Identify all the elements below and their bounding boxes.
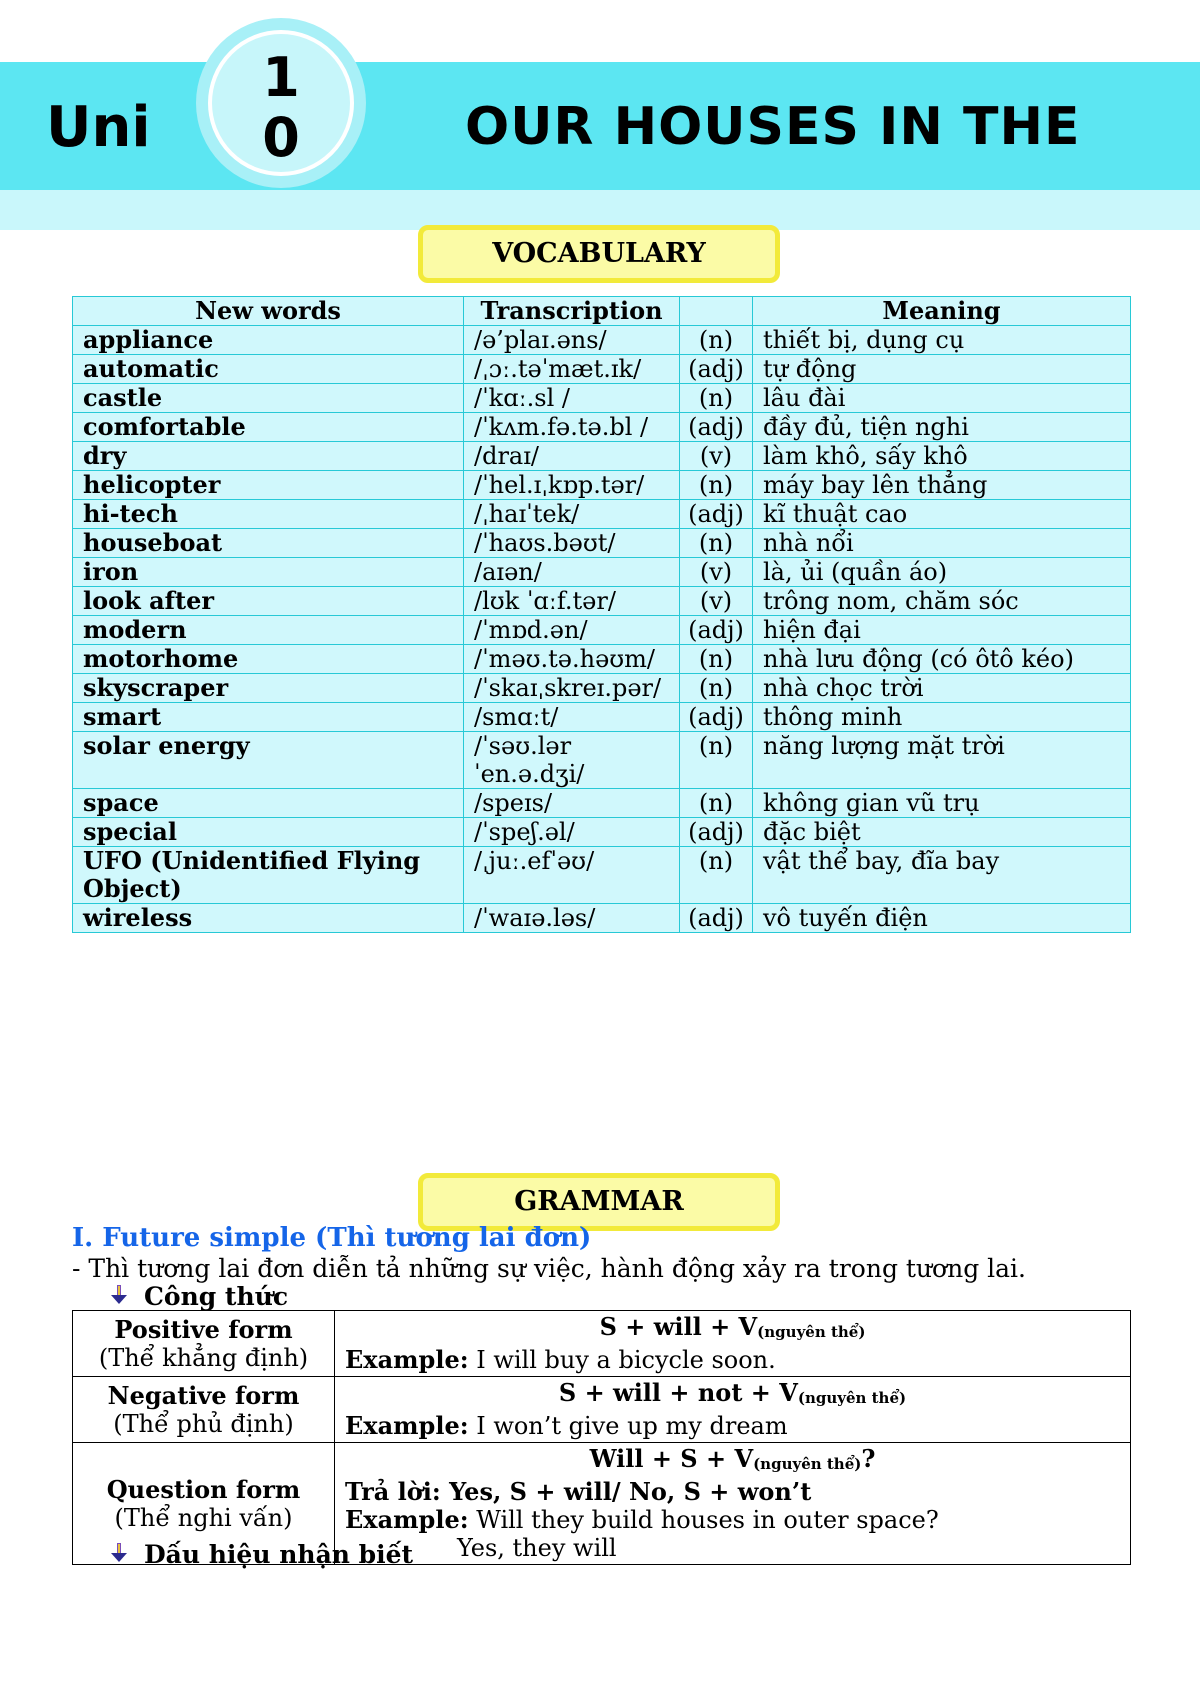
vocab-part-of-speech: (adj)	[680, 904, 753, 933]
vocab-transcription: /ˈsəʊ.lər ˈen.ə.dʒi/	[464, 732, 680, 789]
vocab-meaning: máy bay lên thẳng	[753, 471, 1131, 500]
vocab-word: appliance	[73, 326, 464, 355]
example: Example: Will they build houses in outer space?	[345, 1505, 939, 1534]
bullet-signs	[110, 1540, 413, 1569]
bullet-signs-label: Dấu hiệu nhận biết	[144, 1540, 414, 1569]
vocab-transcription: /ˌhaɪˈtek/	[464, 500, 680, 529]
vocabulary-row	[73, 789, 1131, 818]
vocabulary-row	[73, 413, 1131, 442]
vocabulary-row	[73, 558, 1131, 587]
vocab-word: helicopter	[73, 471, 464, 500]
vocabulary-tag: VOCABULARY	[418, 225, 780, 283]
vocab-part-of-speech: (n)	[680, 471, 753, 500]
vocabulary-row	[73, 847, 1131, 904]
vocab-transcription: /draɪ/	[464, 442, 680, 471]
vocab-part-of-speech: (n)	[680, 847, 753, 904]
unit-label: Uni	[46, 95, 151, 160]
vocab-part-of-speech: (v)	[680, 442, 753, 471]
vocab-word: wireless	[73, 904, 464, 933]
vocabulary-table	[72, 296, 1131, 933]
vocabulary-row	[73, 818, 1131, 847]
unit-title: OUR HOUSES IN THE	[465, 97, 1081, 157]
vocab-word: special	[73, 818, 464, 847]
vocab-part-of-speech: (v)	[680, 558, 753, 587]
vocabulary-row	[73, 703, 1131, 732]
vocab-word: UFO (Unidentified Flying Object)	[73, 847, 464, 904]
vocab-part-of-speech: (adj)	[680, 818, 753, 847]
vocab-meaning: trông nom, chăm sóc	[753, 587, 1131, 616]
vocab-meaning: vô tuyến điện	[753, 904, 1131, 933]
vocab-meaning: thiết bị, dụng cụ	[753, 326, 1131, 355]
column-header: New words	[73, 297, 464, 326]
vocab-word: motorhome	[73, 645, 464, 674]
grammar-heading: I. Future simple (Thì tương lai đơn)	[72, 1223, 592, 1253]
form-name-vi: (Thể phủ định)	[113, 1409, 294, 1438]
vocab-meaning: nhà nổi	[753, 529, 1131, 558]
grammar-forms-table	[72, 1310, 1131, 1565]
unit-number-digit-1: 1	[262, 46, 300, 109]
vocab-transcription: /ˈskaɪˌskreɪ.pər/	[464, 674, 680, 703]
bullet-formula-label: Công thức	[144, 1282, 289, 1311]
vocab-part-of-speech: (n)	[680, 326, 753, 355]
arrow-down-icon	[110, 1540, 130, 1569]
form-name-vi: (Thể nghi vấn)	[114, 1503, 293, 1532]
vocab-meaning: kĩ thuật cao	[753, 500, 1131, 529]
vocab-part-of-speech: (adj)	[680, 500, 753, 529]
vocab-meaning: nhà chọc trời	[753, 674, 1131, 703]
unit-number	[208, 48, 354, 168]
negative-form-row	[73, 1377, 1131, 1443]
example: Example: I won’t give up my dream	[345, 1411, 788, 1440]
vocab-meaning: đầy đủ, tiện nghi	[753, 413, 1131, 442]
vocab-part-of-speech: (n)	[680, 674, 753, 703]
vocab-word: look after	[73, 587, 464, 616]
vocabulary-row	[73, 616, 1131, 645]
vocab-transcription: /lʊk ˈɑːf.tər/	[464, 587, 680, 616]
grammar-tag: GRAMMAR	[418, 1173, 780, 1231]
vocab-part-of-speech: (n)	[680, 732, 753, 789]
vocab-transcription: /ˈspeʃ.əl/	[464, 818, 680, 847]
vocab-meaning: lâu đài	[753, 384, 1131, 413]
vocab-part-of-speech: (n)	[680, 645, 753, 674]
vocab-transcription: /ˈhel.ɪˌkɒp.tər/	[464, 471, 680, 500]
vocab-transcription: /speɪs/	[464, 789, 680, 818]
vocab-word: houseboat	[73, 529, 464, 558]
vocabulary-row	[73, 500, 1131, 529]
vocabulary-row	[73, 384, 1131, 413]
form-name: Positive form	[114, 1314, 293, 1344]
vocab-transcription: /aɪən/	[464, 558, 680, 587]
vocab-part-of-speech: (adj)	[680, 703, 753, 732]
vocab-transcription: /ˌjuː.efˈəʊ/	[464, 847, 680, 904]
vocab-transcription: /ˈwaɪə.ləs/	[464, 904, 680, 933]
vocab-word: dry	[73, 442, 464, 471]
vocab-transcription: /ˈmɒd.ən/	[464, 616, 680, 645]
vocab-meaning: tự động	[753, 355, 1131, 384]
vocab-word: smart	[73, 703, 464, 732]
vocab-meaning: hiện đại	[753, 616, 1131, 645]
formula: S + will + V(nguyên thể)	[599, 1312, 866, 1341]
vocab-part-of-speech: (n)	[680, 384, 753, 413]
vocab-meaning: vật thể bay, đĩa bay	[753, 847, 1131, 904]
header-banner-strip	[0, 190, 1200, 230]
positive-form-row	[73, 1311, 1131, 1377]
vocab-meaning: làm khô, sấy khô	[753, 442, 1131, 471]
example-answer: Yes, they will	[457, 1534, 617, 1562]
vocabulary-header-row	[73, 297, 1131, 326]
vocab-transcription: /ˈkɑː.sl /	[464, 384, 680, 413]
vocabulary-row	[73, 471, 1131, 500]
vocabulary-row	[73, 587, 1131, 616]
answer: Trả lời: Yes, S + will/ No, S + won’t	[345, 1477, 812, 1506]
vocab-transcription: /ˈməʊ.tə.həʊm/	[464, 645, 680, 674]
vocab-word: automatic	[73, 355, 464, 384]
vocabulary-row	[73, 355, 1131, 384]
vocab-word: solar energy	[73, 732, 464, 789]
vocab-part-of-speech: (adj)	[680, 616, 753, 645]
grammar-description: - Thì tương lai đơn diễn tả những sự việc, hành động xảy ra trong tương lai.	[72, 1254, 1027, 1283]
vocabulary-row	[73, 732, 1131, 789]
vocab-transcription: /smɑːt/	[464, 703, 680, 732]
column-header: Transcription	[464, 297, 680, 326]
vocab-part-of-speech: (n)	[680, 789, 753, 818]
form-name: Question form	[106, 1474, 301, 1504]
vocab-meaning: nhà lưu động (có ôtô kéo)	[753, 645, 1131, 674]
vocab-meaning: đặc biệt	[753, 818, 1131, 847]
formula: S + will + not + V(nguyên thể)	[558, 1378, 907, 1407]
vocab-word: skyscraper	[73, 674, 464, 703]
vocabulary-row	[73, 674, 1131, 703]
vocab-meaning: năng lượng mặt trời	[753, 732, 1131, 789]
vocab-part-of-speech: (adj)	[680, 355, 753, 384]
vocab-word: castle	[73, 384, 464, 413]
vocab-word: space	[73, 789, 464, 818]
vocab-meaning: thông minh	[753, 703, 1131, 732]
vocabulary-row	[73, 326, 1131, 355]
column-header	[680, 297, 753, 326]
vocab-part-of-speech: (n)	[680, 529, 753, 558]
form-name: Negative form	[107, 1380, 300, 1410]
vocab-transcription: /ˈkʌm.fə.tə.bl /	[464, 413, 680, 442]
formula: Will + S + V(nguyên thể)?	[589, 1444, 876, 1473]
vocabulary-row	[73, 529, 1131, 558]
form-name-vi: (Thể khẳng định)	[98, 1343, 309, 1372]
bullet-formula	[110, 1282, 288, 1311]
vocab-meaning: là, ủi (quần áo)	[753, 558, 1131, 587]
column-header: Meaning	[753, 297, 1131, 326]
vocab-part-of-speech: (v)	[680, 587, 753, 616]
example: Example: I will buy a bicycle soon.	[345, 1345, 776, 1374]
vocab-transcription: /ˈhaʊs.bəʊt/	[464, 529, 680, 558]
vocab-word: modern	[73, 616, 464, 645]
arrow-down-icon	[110, 1282, 130, 1311]
vocab-transcription: /ə’plaɪ.əns/	[464, 326, 680, 355]
vocab-meaning: không gian vũ trụ	[753, 789, 1131, 818]
vocab-word: hi-tech	[73, 500, 464, 529]
unit-number-digit-2: 0	[262, 106, 300, 169]
vocab-transcription: /ˌɔː.təˈmæt.ɪk/	[464, 355, 680, 384]
vocab-word: comfortable	[73, 413, 464, 442]
vocabulary-row	[73, 442, 1131, 471]
vocab-part-of-speech: (adj)	[680, 413, 753, 442]
vocabulary-row	[73, 904, 1131, 933]
vocab-word: iron	[73, 558, 464, 587]
vocabulary-row	[73, 645, 1131, 674]
